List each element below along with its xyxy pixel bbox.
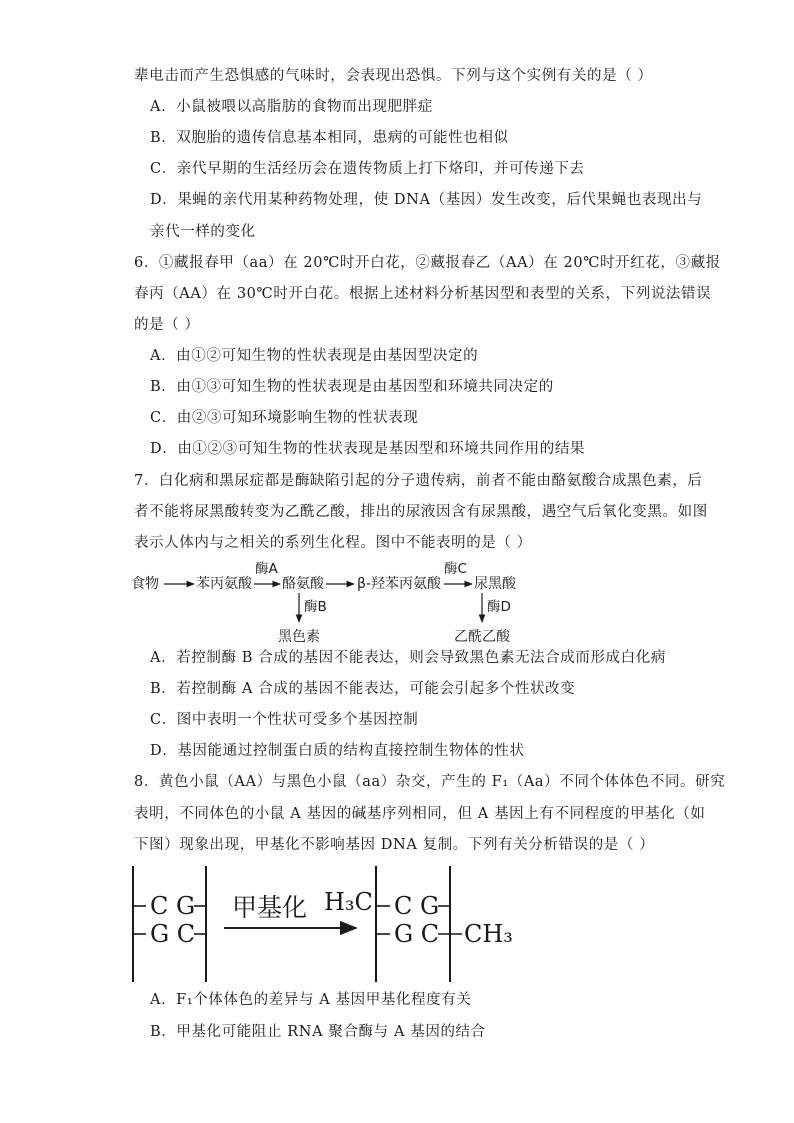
q6-option-d: D．由①②③可知生物的性状表现是基因型和环境共同作用的结果	[150, 441, 586, 457]
dna-methylation-figure	[128, 858, 518, 988]
q8-stem-line-3: 下图）现象出现，甲基化不影响基因 DNA 复制。下列有关分析错误的是（ ）	[134, 837, 655, 853]
enzyme-a-label: 酶A	[255, 561, 278, 577]
q6-option-c: C．由②③可知环境影响生物的性状表现	[150, 410, 419, 426]
q7-option-a: A．若控制酶 B 合成的基因不能表达，则会导致黑色素无法合成而形成白化病	[150, 650, 666, 666]
q5-option-d-continued: 亲代一样的变化	[150, 224, 256, 240]
pathway-homogentisic-acid: 尿黑酸	[474, 576, 516, 592]
q7-option-d: D．基因能通过控制蛋白质的结构直接控制生物体的性状	[150, 743, 525, 759]
pathway-phenylalanine: 苯丙氨酸	[196, 576, 252, 592]
enzyme-d-label: 酶D	[487, 599, 511, 615]
right-base-pair-top: C G	[394, 892, 440, 920]
q7-stem-line-3: 表示人体内与之相关的系列生化程。图中不能表明的是（ ）	[134, 535, 532, 551]
q5-stem-tail: 辈电击而产生恐惧感的气味时，会表现出恐惧。下列与这个实例有关的是（ ）	[134, 68, 653, 84]
methyl-group-left: H₃C	[324, 888, 373, 916]
q6-stem-line-2: 春丙（AA）在 30℃时开白花。根据上述材料分析基因型和表型的关系，下列说法错误	[134, 286, 712, 302]
pathway-acetoacetate: 乙酰乙酸	[454, 629, 510, 645]
left-base-pair-top: C G	[150, 892, 196, 920]
q7-stem-line-2: 者不能将尿黑酸转变为乙酰乙酸，排出的尿液因含有尿黑酸，遇空气后氧化变黑。如图	[134, 504, 708, 520]
pathway-tyrosine: 酪氨酸	[282, 576, 324, 592]
q5-option-c: C．亲代早期的生活经历会在遗传物质上打下烙印，并可传递下去	[150, 161, 585, 177]
q5-option-a: A．小鼠被喂以高脂肪的食物而出现肥胖症	[150, 99, 433, 115]
q7-stem-line-1: 7．白化病和黑尿症都是酶缺陷引起的分子遗传病，前者不能由酪氨酸合成黑色素，后	[134, 473, 703, 489]
dna-methylation-svg	[128, 858, 518, 988]
q8-stem-line-2: 表明，不同体色的小鼠 A 基因的碱基序列相同，但 A 基因上有不同程度的甲基化（如	[134, 806, 706, 822]
q8-stem-line-1: 8．黄色小鼠（AA）与黑色小鼠（aa）杂交，产生的 F₁（Aa）不同个体体色不同。研究	[134, 774, 726, 790]
q7-option-c: C．图中表明一个性状可受多个基因控制	[150, 712, 419, 728]
metabolic-pathway-diagram	[128, 560, 548, 650]
methylation-label: 甲基化	[232, 893, 308, 922]
q5-option-d: D．果蝇的亲代用某种药物处理，使 DNA（基因）发生改变，后代果蝇也表现出与	[150, 192, 703, 208]
left-base-pair-bottom: G C	[150, 920, 196, 948]
enzyme-b-label: 酶B	[304, 599, 327, 615]
methyl-group-right: CH₃	[464, 920, 513, 948]
right-base-pair-bottom: G C	[394, 920, 440, 948]
enzyme-c-label: 酶C	[444, 561, 467, 577]
q6-stem-line-3: 的是（ ）	[134, 317, 200, 333]
q6-option-b: B．由①③可知生物的性状表现是由基因型和环境共同决定的	[150, 379, 554, 395]
q7-option-b: B．若控制酶 A 合成的基因不能表达，可能会引起多个性状改变	[150, 681, 576, 697]
pathway-hydroxyphenylalanine: β-羟苯丙氨酸	[357, 576, 441, 592]
q5-option-b: B．双胞胎的遗传信息基本相同，患病的可能性也相似	[150, 130, 509, 146]
q8-option-b: B．甲基化可能阻止 RNA 聚合酶与 A 基因的结合	[150, 1024, 486, 1040]
q6-option-a: A．由①②可知生物的性状表现是由基因型决定的	[150, 348, 479, 364]
q8-option-a: A．F₁个体体色的差异与 A 基因甲基化程度有关	[150, 992, 472, 1008]
q6-stem-line-1: 6．①藏报春甲（aa）在 20℃时开白花，②藏报春乙（AA）在 20℃时开红花，③藏报	[134, 255, 721, 271]
pathway-melanin: 黑色素	[278, 629, 320, 645]
pathway-food: 食物	[131, 576, 159, 592]
